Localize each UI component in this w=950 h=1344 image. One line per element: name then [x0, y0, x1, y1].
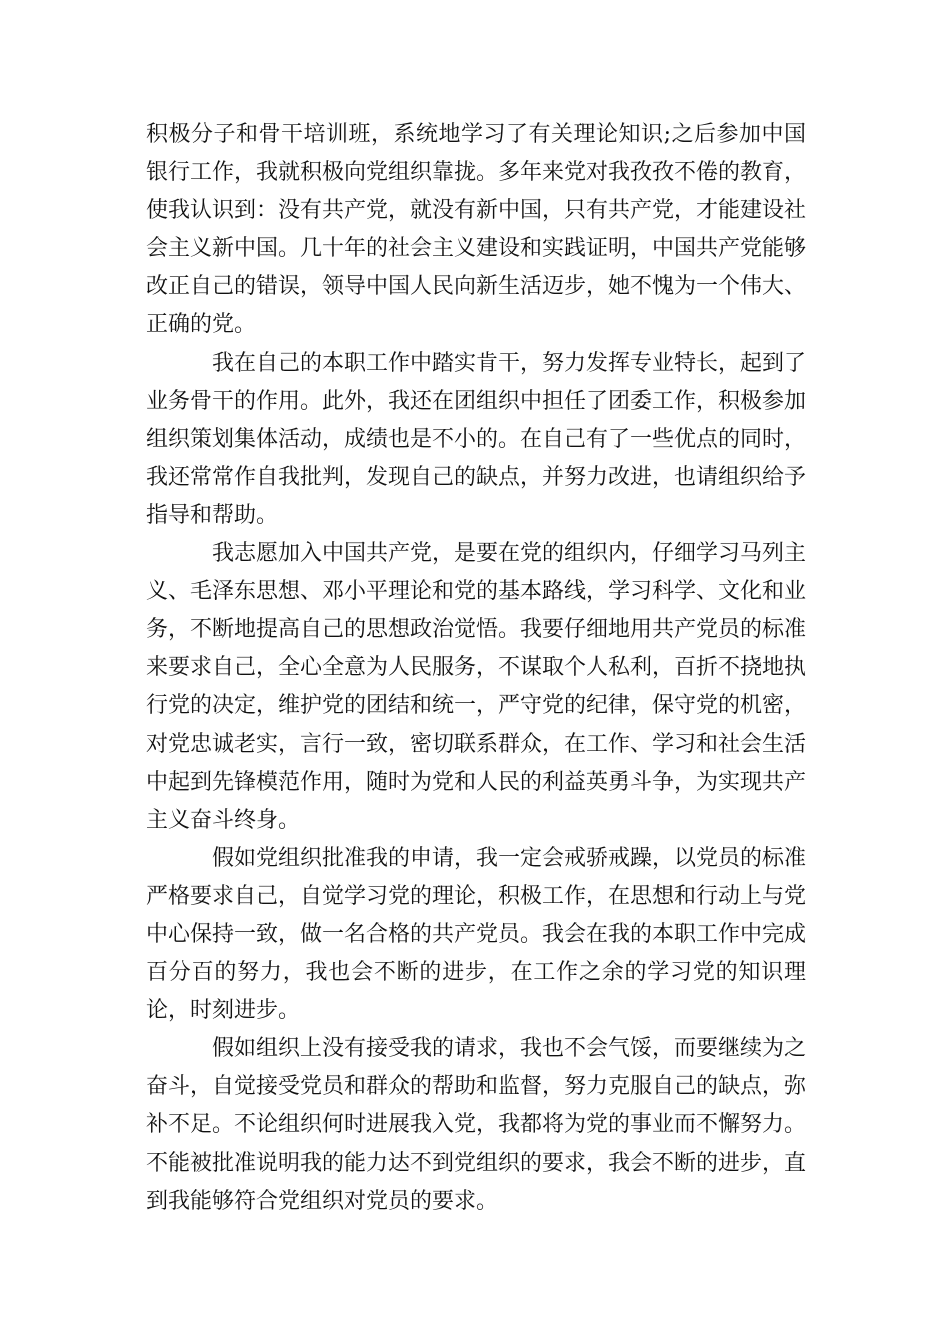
- document-page: [146, 116, 806, 1221]
- paragraph-aspiration: 我志愿加入中国共产党，是要在党的组织内，仔细学习马列主义、毛泽东思想、邓小平理论和党的基本路线，学习科学、文化和业务，不断地提高自己的思想政治觉悟。我要仔细地用共产党员的标准来要求自己，全心全意为人民服务，不谋取个人私利，百折不挠地执行党的决定，维护党的团结和统一，严守党的纪律，保守党的机密，对党忠诚老实，言行一致，密切联系群众，在工作、学习和社会生活中起到先锋模范作用，随时为党和人民的利益英勇斗争，为实现共产主义奋斗终身。: [146, 541, 807, 833]
- paragraph-work: 我在自己的本职工作中踏实肯干，努力发挥专业特长，起到了业务骨干的作用。此外，我还在团组织中担任了团委工作，积极参加组织策划集体活动，成绩也是不小的。在自己有了一些优点的同时，我还常常作自我批判，发现自己的缺点，并努力改进，也请组织给予指导和帮助。: [146, 350, 807, 528]
- paragraph-if-not-approved: 假如组织上没有接受我的请求，我也不会气馁，而要继续为之奋斗，自觉接受党员和群众的帮助和监督，努力克服自己的缺点，弥补不足。不论组织何时进展我入党，我都将为党的事业而不懈努力。不能被批准说明我的能力达不到党组织的要求，我会不断的进步，直到我能够符合党组织对党员的要求。: [146, 1036, 807, 1214]
- paragraph-continued: 积极分子和骨干培训班，系统地学习了有关理论知识;之后参加中国银行工作，我就积极向党组织靠拢。多年来党对我孜孜不倦的教育，使我认识到：没有共产党，就没有新中国，只有共产党，才能建设社会主义新中国。几十年的社会主义建设和实践证明，中国共产党能够改正自己的错误，领导中国人民向新生活迈步，她不愧为一个伟大、正确的党。: [146, 122, 807, 338]
- paragraph-if-approved: 假如党组织批准我的申请，我一定会戒骄戒躁，以党员的标准严格要求自己，自觉学习党的理论，积极工作，在思想和行动上与党中心保持一致，做一名合格的共产党员。我会在我的本职工作中完成百分百的努力，我也会不断的进步，在工作之余的学习党的知识理论，时刻进步。: [146, 845, 807, 1024]
